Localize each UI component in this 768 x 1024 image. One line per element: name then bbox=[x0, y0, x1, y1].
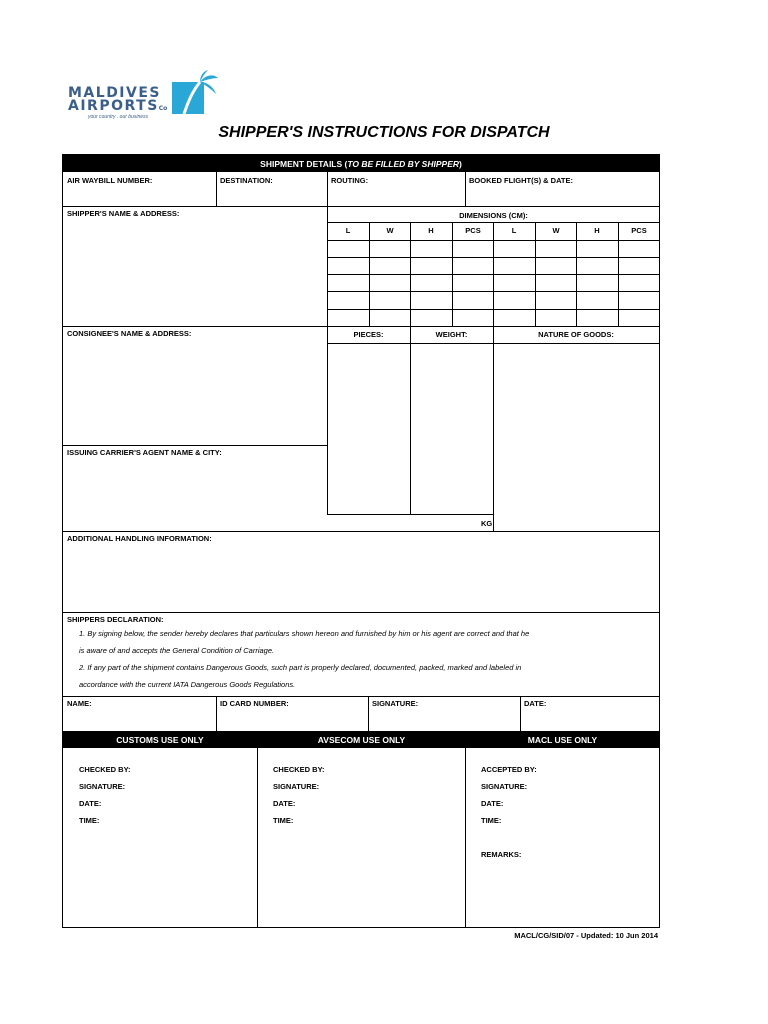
avsecom-date-label: DATE: bbox=[273, 799, 296, 808]
air-waybill-label: AIR WAYBILL NUMBER: bbox=[67, 176, 153, 185]
avsecom-signature-label: SIGNATURE: bbox=[273, 782, 320, 791]
document-footer: MACL/CG/SID/07 - Updated: 10 Jun 2014 bbox=[514, 931, 658, 940]
divider bbox=[368, 696, 369, 731]
divider bbox=[327, 514, 493, 515]
macl-signature-label: SIGNATURE: bbox=[481, 782, 528, 791]
divider bbox=[257, 731, 258, 927]
customs-date-label: DATE: bbox=[79, 799, 102, 808]
nature-of-goods-label: NATURE OF GOODS: bbox=[538, 330, 614, 339]
palm-tree-icon bbox=[170, 70, 220, 116]
macl-date-label: DATE: bbox=[481, 799, 504, 808]
divider bbox=[410, 326, 411, 515]
dispatch-form bbox=[62, 154, 660, 928]
divider bbox=[63, 696, 659, 697]
macl-accepted-by-label: ACCEPTED BY: bbox=[481, 765, 537, 774]
dim-grid-line bbox=[327, 257, 659, 258]
date-label: DATE: bbox=[524, 699, 547, 708]
id-card-label: ID CARD NUMBER: bbox=[220, 699, 289, 708]
dim-col-w: W bbox=[386, 226, 394, 235]
avsecom-checked-by-label: CHECKED BY: bbox=[273, 765, 325, 774]
issuing-agent-label: ISSUING CARRIER'S AGENT NAME & CITY: bbox=[67, 448, 222, 457]
logo-airports: AIRPORTS bbox=[68, 98, 159, 114]
shipment-header-note: TO BE FILLED BY SHIPPER bbox=[347, 158, 459, 169]
divider bbox=[465, 731, 466, 927]
pieces-label: PIECES: bbox=[353, 330, 384, 339]
divider bbox=[493, 326, 494, 531]
declaration-line-1: 1. By signing below, the sender hereby declares that particulars shown hereon and furnished by him or his agent are correct and that he bbox=[79, 629, 530, 638]
declaration-line-4: accordance with the current IATA Dangerous Goods Regulations. bbox=[79, 680, 296, 689]
company-logo bbox=[66, 70, 226, 122]
dim-col-pcs: PCS bbox=[631, 226, 647, 235]
shipment-header-suffix: ) bbox=[459, 158, 462, 169]
avsecom-header: AVSECOM USE ONLY bbox=[258, 731, 465, 748]
divider bbox=[216, 696, 217, 731]
dim-grid-line bbox=[327, 274, 659, 275]
macl-header: MACL USE ONLY bbox=[466, 731, 659, 748]
booked-flight-label: BOOKED FLIGHT(S) & DATE: bbox=[469, 176, 574, 185]
macl-time-label: TIME: bbox=[481, 816, 502, 825]
logo-line-1: MALDIVES bbox=[68, 85, 161, 101]
logo-tagline: your country . our business bbox=[88, 114, 149, 120]
declaration-line-3: 2. If any part of the shipment contains Dangerous Goods, such part is properly declared, documented, packed, marked and labeled in bbox=[79, 663, 522, 672]
divider bbox=[520, 696, 521, 731]
kg-label: KG bbox=[481, 519, 493, 528]
divider bbox=[465, 172, 466, 206]
shipment-details-header bbox=[63, 155, 659, 172]
divider bbox=[63, 326, 659, 327]
divider bbox=[327, 172, 328, 206]
consignee-label: CONSIGNEE'S NAME & ADDRESS: bbox=[67, 329, 192, 338]
dim-col-w: W bbox=[552, 226, 560, 235]
customs-time-label: TIME: bbox=[79, 816, 100, 825]
dim-col-l: L bbox=[511, 226, 517, 235]
shipment-header-prefix: SHIPMENT DETAILS ( bbox=[260, 158, 348, 169]
routing-label: ROUTING: bbox=[331, 176, 369, 185]
customs-header: CUSTOMS USE ONLY bbox=[63, 731, 257, 748]
dimensions-label: DIMENSIONS (CM): bbox=[459, 211, 528, 220]
divider bbox=[63, 206, 659, 207]
declaration-line-2: is aware of and accepts the General Condition of Carriage. bbox=[79, 646, 275, 655]
page-title: SHIPPER'S INSTRUCTIONS FOR DISPATCH bbox=[218, 124, 550, 141]
shippers-declaration-label: SHIPPERS DECLARATION: bbox=[67, 615, 164, 624]
signature-label: SIGNATURE: bbox=[372, 699, 419, 708]
avsecom-time-label: TIME: bbox=[273, 816, 294, 825]
dim-grid-line bbox=[327, 291, 659, 292]
additional-handling-label: ADDITIONAL HANDLING INFORMATION: bbox=[67, 534, 212, 543]
dim-grid-line bbox=[327, 309, 659, 310]
destination-label: DESTINATION: bbox=[220, 176, 273, 185]
divider bbox=[63, 612, 659, 613]
dim-col-h: H bbox=[428, 226, 434, 235]
dim-col-pcs: PCS bbox=[465, 226, 481, 235]
name-label: NAME: bbox=[67, 699, 92, 708]
dim-grid-line bbox=[327, 240, 659, 241]
customs-checked-by-label: CHECKED BY: bbox=[79, 765, 131, 774]
divider bbox=[216, 172, 217, 206]
logo-co: Co bbox=[158, 105, 168, 112]
shipper-name-label: SHIPPER'S NAME & ADDRESS: bbox=[67, 209, 180, 218]
dim-col-l: L bbox=[345, 226, 351, 235]
weight-label: WEIGHT: bbox=[435, 330, 468, 339]
divider bbox=[63, 445, 327, 446]
macl-remarks-label: REMARKS: bbox=[481, 850, 522, 859]
dim-col-h: H bbox=[594, 226, 600, 235]
divider bbox=[327, 206, 328, 515]
divider bbox=[63, 531, 659, 532]
customs-signature-label: SIGNATURE: bbox=[79, 782, 126, 791]
